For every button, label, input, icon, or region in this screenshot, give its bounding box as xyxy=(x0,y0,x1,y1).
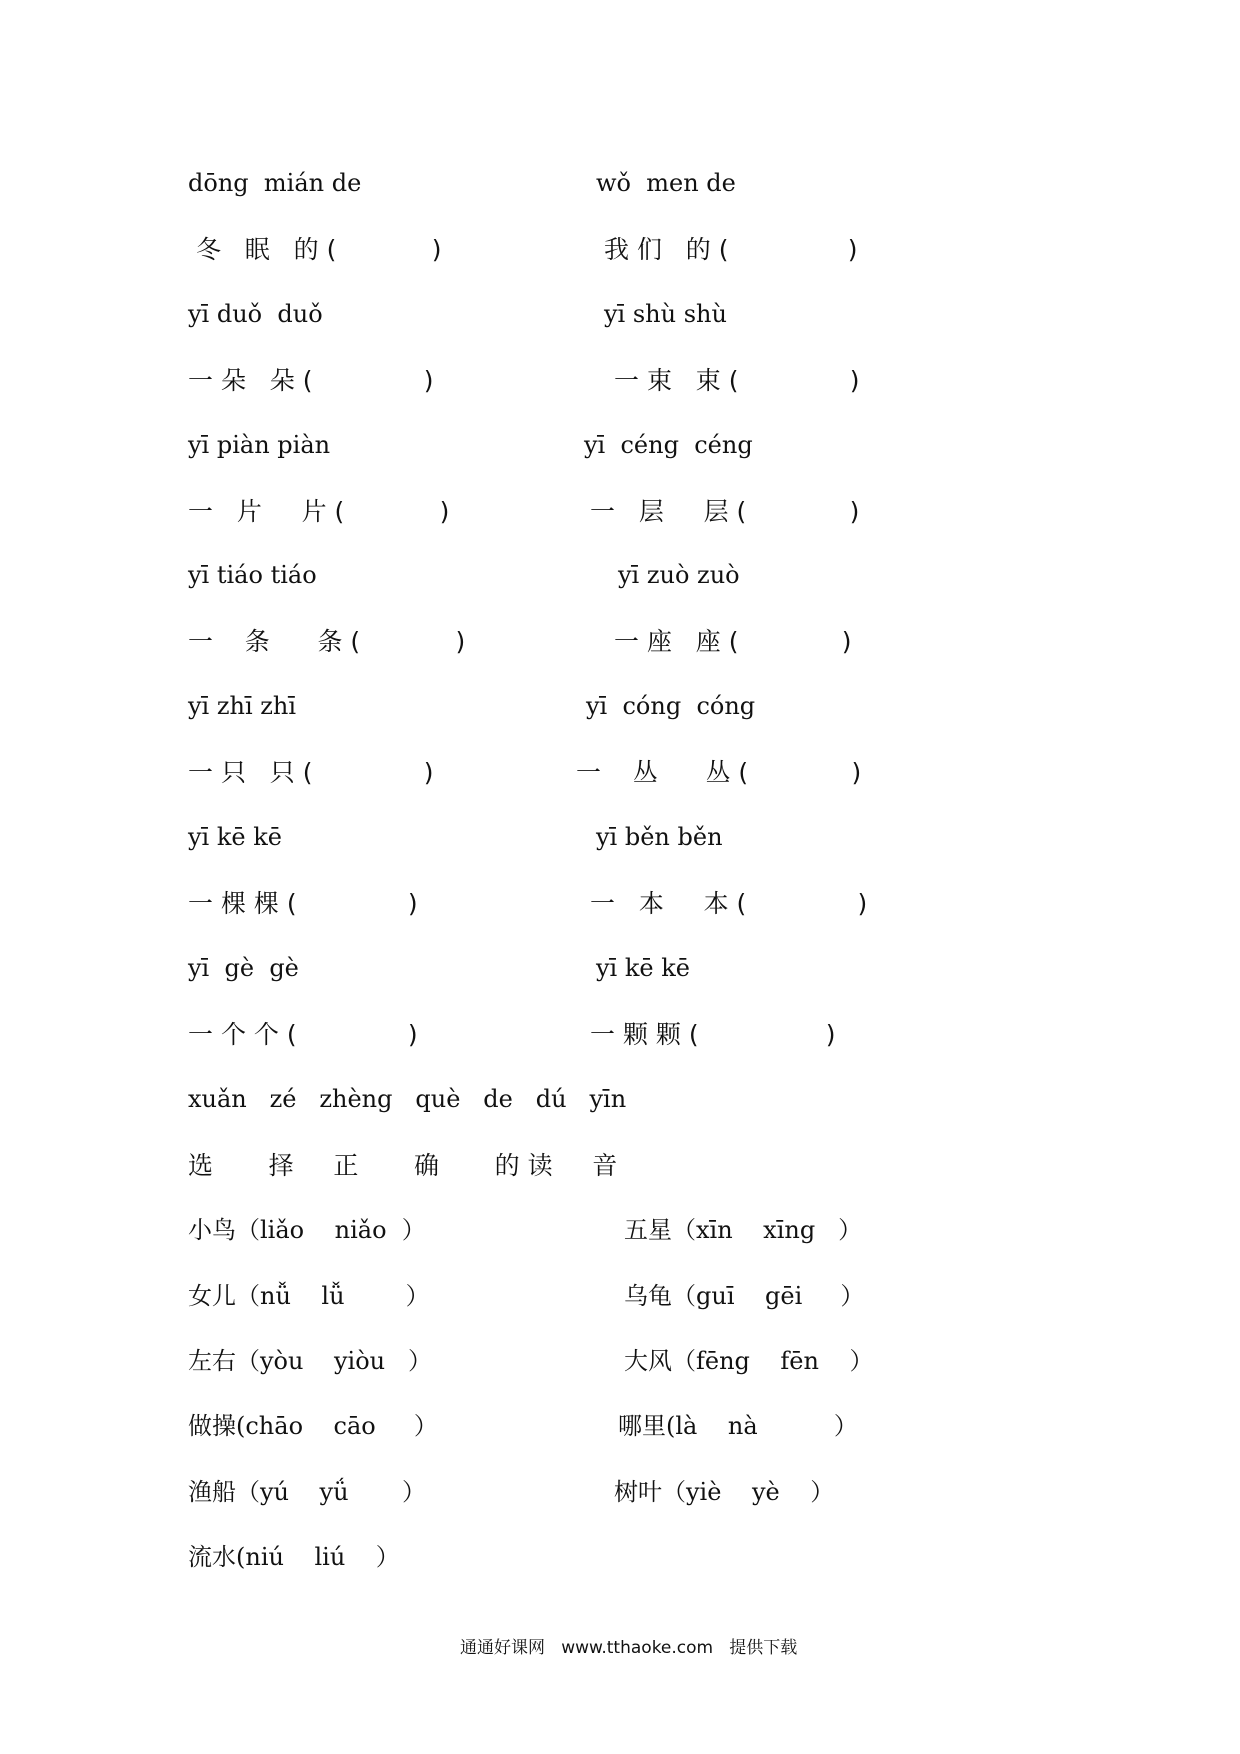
choice-right-4: 哪里(là nà ） xyxy=(618,1412,858,1440)
phrase-right-6: 一 本 本 ( ) xyxy=(590,889,868,918)
pinyin-right-6: yī běn běn xyxy=(596,823,723,851)
choice-left-2: 女儿（nǚ lǚ ） xyxy=(188,1282,430,1310)
section-title: 选 择 正 确 的 读 音 xyxy=(188,1151,618,1180)
pinyin-left-5: yī zhī zhī xyxy=(188,692,297,720)
footer-source: 通通好课网 www.tthaoke.com 提供下载 xyxy=(460,1638,798,1658)
phrase-right-2: 一 束 束 ( ) xyxy=(614,366,860,395)
pinyin-right-1: wǒ men de xyxy=(596,169,736,197)
pinyin-right-7: yī kē kē xyxy=(596,954,690,982)
choice-left-1: 小鸟（liǎo niǎo ） xyxy=(188,1216,426,1244)
choice-right-3: 大风（fēng fēn ） xyxy=(624,1347,874,1375)
phrase-right-1: 我 们 的 ( ) xyxy=(604,235,858,264)
phrase-left-4: 一 条 条 ( ) xyxy=(188,627,466,656)
pinyin-left-2: yī duǒ duǒ xyxy=(188,300,323,328)
choice-right-1: 五星（xīn xīng ） xyxy=(624,1216,863,1244)
phrase-right-7: 一 颗 颗 ( ) xyxy=(590,1020,836,1049)
pinyin-right-4: yī zuò zuò xyxy=(618,561,740,589)
phrase-left-5: 一 只 只 ( ) xyxy=(188,758,434,787)
phrase-left-2: 一 朵 朵 ( ) xyxy=(188,366,434,395)
choice-left-3: 左右（yòu yiòu ） xyxy=(188,1347,433,1375)
pinyin-right-5: yī cóng cóng xyxy=(586,692,756,720)
choice-right-5: 树叶（yiè yè ） xyxy=(614,1478,835,1506)
choice-left-5: 渔船（yú yǘ ） xyxy=(188,1478,426,1506)
pinyin-left-6: yī kē kē xyxy=(188,823,282,851)
phrase-left-3: 一 片 片 ( ) xyxy=(188,497,450,526)
pinyin-right-3: yī céng céng xyxy=(584,431,753,459)
phrase-right-5: 一 丛 丛 ( ) xyxy=(576,758,862,787)
pinyin-left-3: yī piàn piàn xyxy=(188,431,331,459)
phrase-left-7: 一 个 个 ( ) xyxy=(188,1020,418,1049)
pinyin-left-4: yī tiáo tiáo xyxy=(188,561,317,589)
pinyin-left-7: yī gè gè xyxy=(188,954,299,982)
pinyin-left-1: dōng mián de xyxy=(188,169,362,197)
choice-left-6: 流水(niú liú ） xyxy=(188,1543,400,1571)
choice-right-2: 乌龟（guī gēi ） xyxy=(624,1282,865,1310)
phrase-right-4: 一 座 座 ( ) xyxy=(614,627,852,656)
pinyin-right-2: yī shù shù xyxy=(604,300,727,328)
section-pinyin: xuǎn zé zhèng què de dú yīn xyxy=(188,1085,627,1113)
phrase-left-1: 冬 眠 的 ( ) xyxy=(188,235,442,264)
phrase-left-6: 一 棵 棵 ( ) xyxy=(188,889,418,918)
phrase-right-3: 一 层 层 ( ) xyxy=(590,497,860,526)
choice-left-4: 做操(chāo cāo ） xyxy=(188,1412,438,1440)
